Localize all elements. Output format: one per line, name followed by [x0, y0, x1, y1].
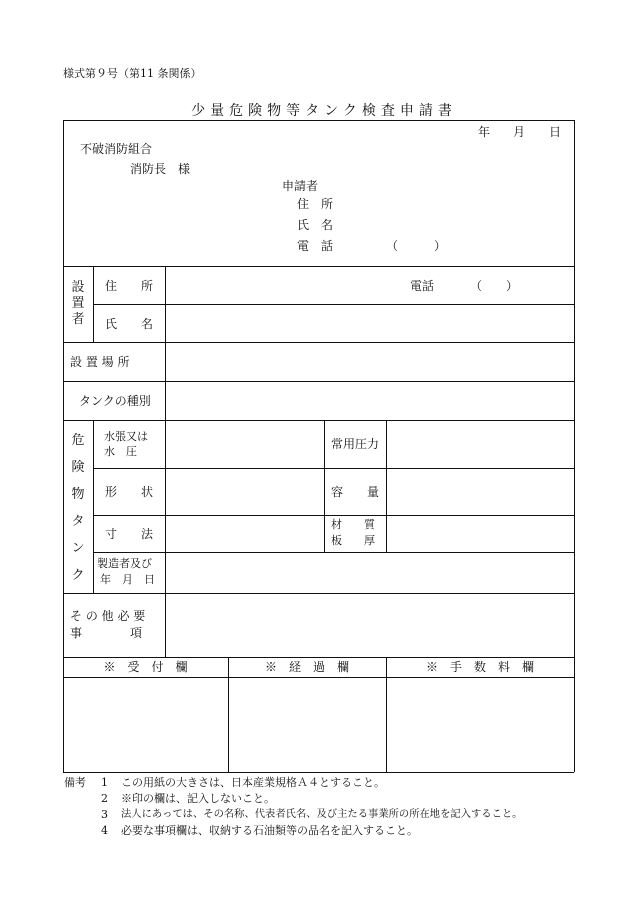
location-label: 設 置 場 所 [70, 355, 130, 369]
capacity-label: 容 量 [331, 485, 380, 499]
applicant-name-label: 氏 名 [297, 218, 334, 232]
working-pressure-label: 常用圧力 [331, 437, 380, 451]
note-text: 必要な事項欄は、収納する石油類等の品名を記入すること。 [121, 824, 418, 837]
other-required-label-2: 事 項 [70, 626, 143, 640]
form-title: 少量危険物等タンク検査申請書 [191, 103, 457, 119]
date-year: 年 [478, 125, 491, 139]
material-label: 材 質 [331, 518, 375, 531]
notes-label: 備考 [64, 776, 86, 789]
installer-phone-parens: （ ） [470, 279, 519, 293]
other-required-label-1: そ の 他 必 要 [70, 609, 146, 623]
dimensions-label: 寸 法 [105, 527, 154, 541]
tank-type-label: タンクの種別 [79, 394, 151, 408]
installer-address-label: 住 所 [105, 279, 154, 293]
water-pressure-label-2: 水 圧 [104, 445, 137, 458]
addressee-person: 消防長 様 [130, 162, 191, 176]
note-number: 2 [101, 792, 108, 805]
water-pressure-label-1: 水張又は [104, 430, 148, 443]
tank-side-label: 危 険 物 タ ン ク [71, 433, 85, 583]
fee-column-header: ※ 手 数 料 欄 [425, 660, 534, 674]
addressee-org: 不破消防組合 [80, 142, 153, 156]
applicant-label: 申請者 [282, 179, 319, 193]
applicant-address-label: 住 所 [297, 197, 334, 211]
note-text: この用紙の大きさは、日本産業規格Ａ４とすること。 [121, 776, 385, 789]
note-number: 3 [101, 808, 108, 821]
reception-column-header: ※ 受 付 欄 [103, 660, 188, 674]
note-text: ※印の欄は、記入しないこと。 [121, 792, 275, 805]
form-number: 様式第９号（第11 条関係） [63, 67, 202, 80]
note-number: 4 [101, 824, 108, 837]
date-month: 月 [513, 125, 526, 139]
maker-label-2: 年 月 日 [100, 573, 155, 586]
date-day: 日 [549, 125, 562, 139]
thickness-label: 板 厚 [331, 534, 375, 547]
shape-label: 形 状 [105, 485, 154, 499]
installer-name-label: 氏 名 [105, 317, 154, 331]
installer-phone-label: 電話 [410, 279, 435, 293]
note-text: 法人にあっては、その名称、代表者氏名、及び主たる事業所の所在地を記入すること。 [121, 808, 523, 820]
installer-side-label: 設 置 者 [71, 280, 85, 327]
progress-column-header: ※ 経 過 欄 [264, 660, 349, 674]
applicant-phone-label: 電 話 [297, 239, 334, 253]
applicant-phone-parens: （ ） [386, 239, 447, 253]
note-number: 1 [101, 776, 108, 789]
maker-label-1: 製造者及び [97, 557, 152, 570]
